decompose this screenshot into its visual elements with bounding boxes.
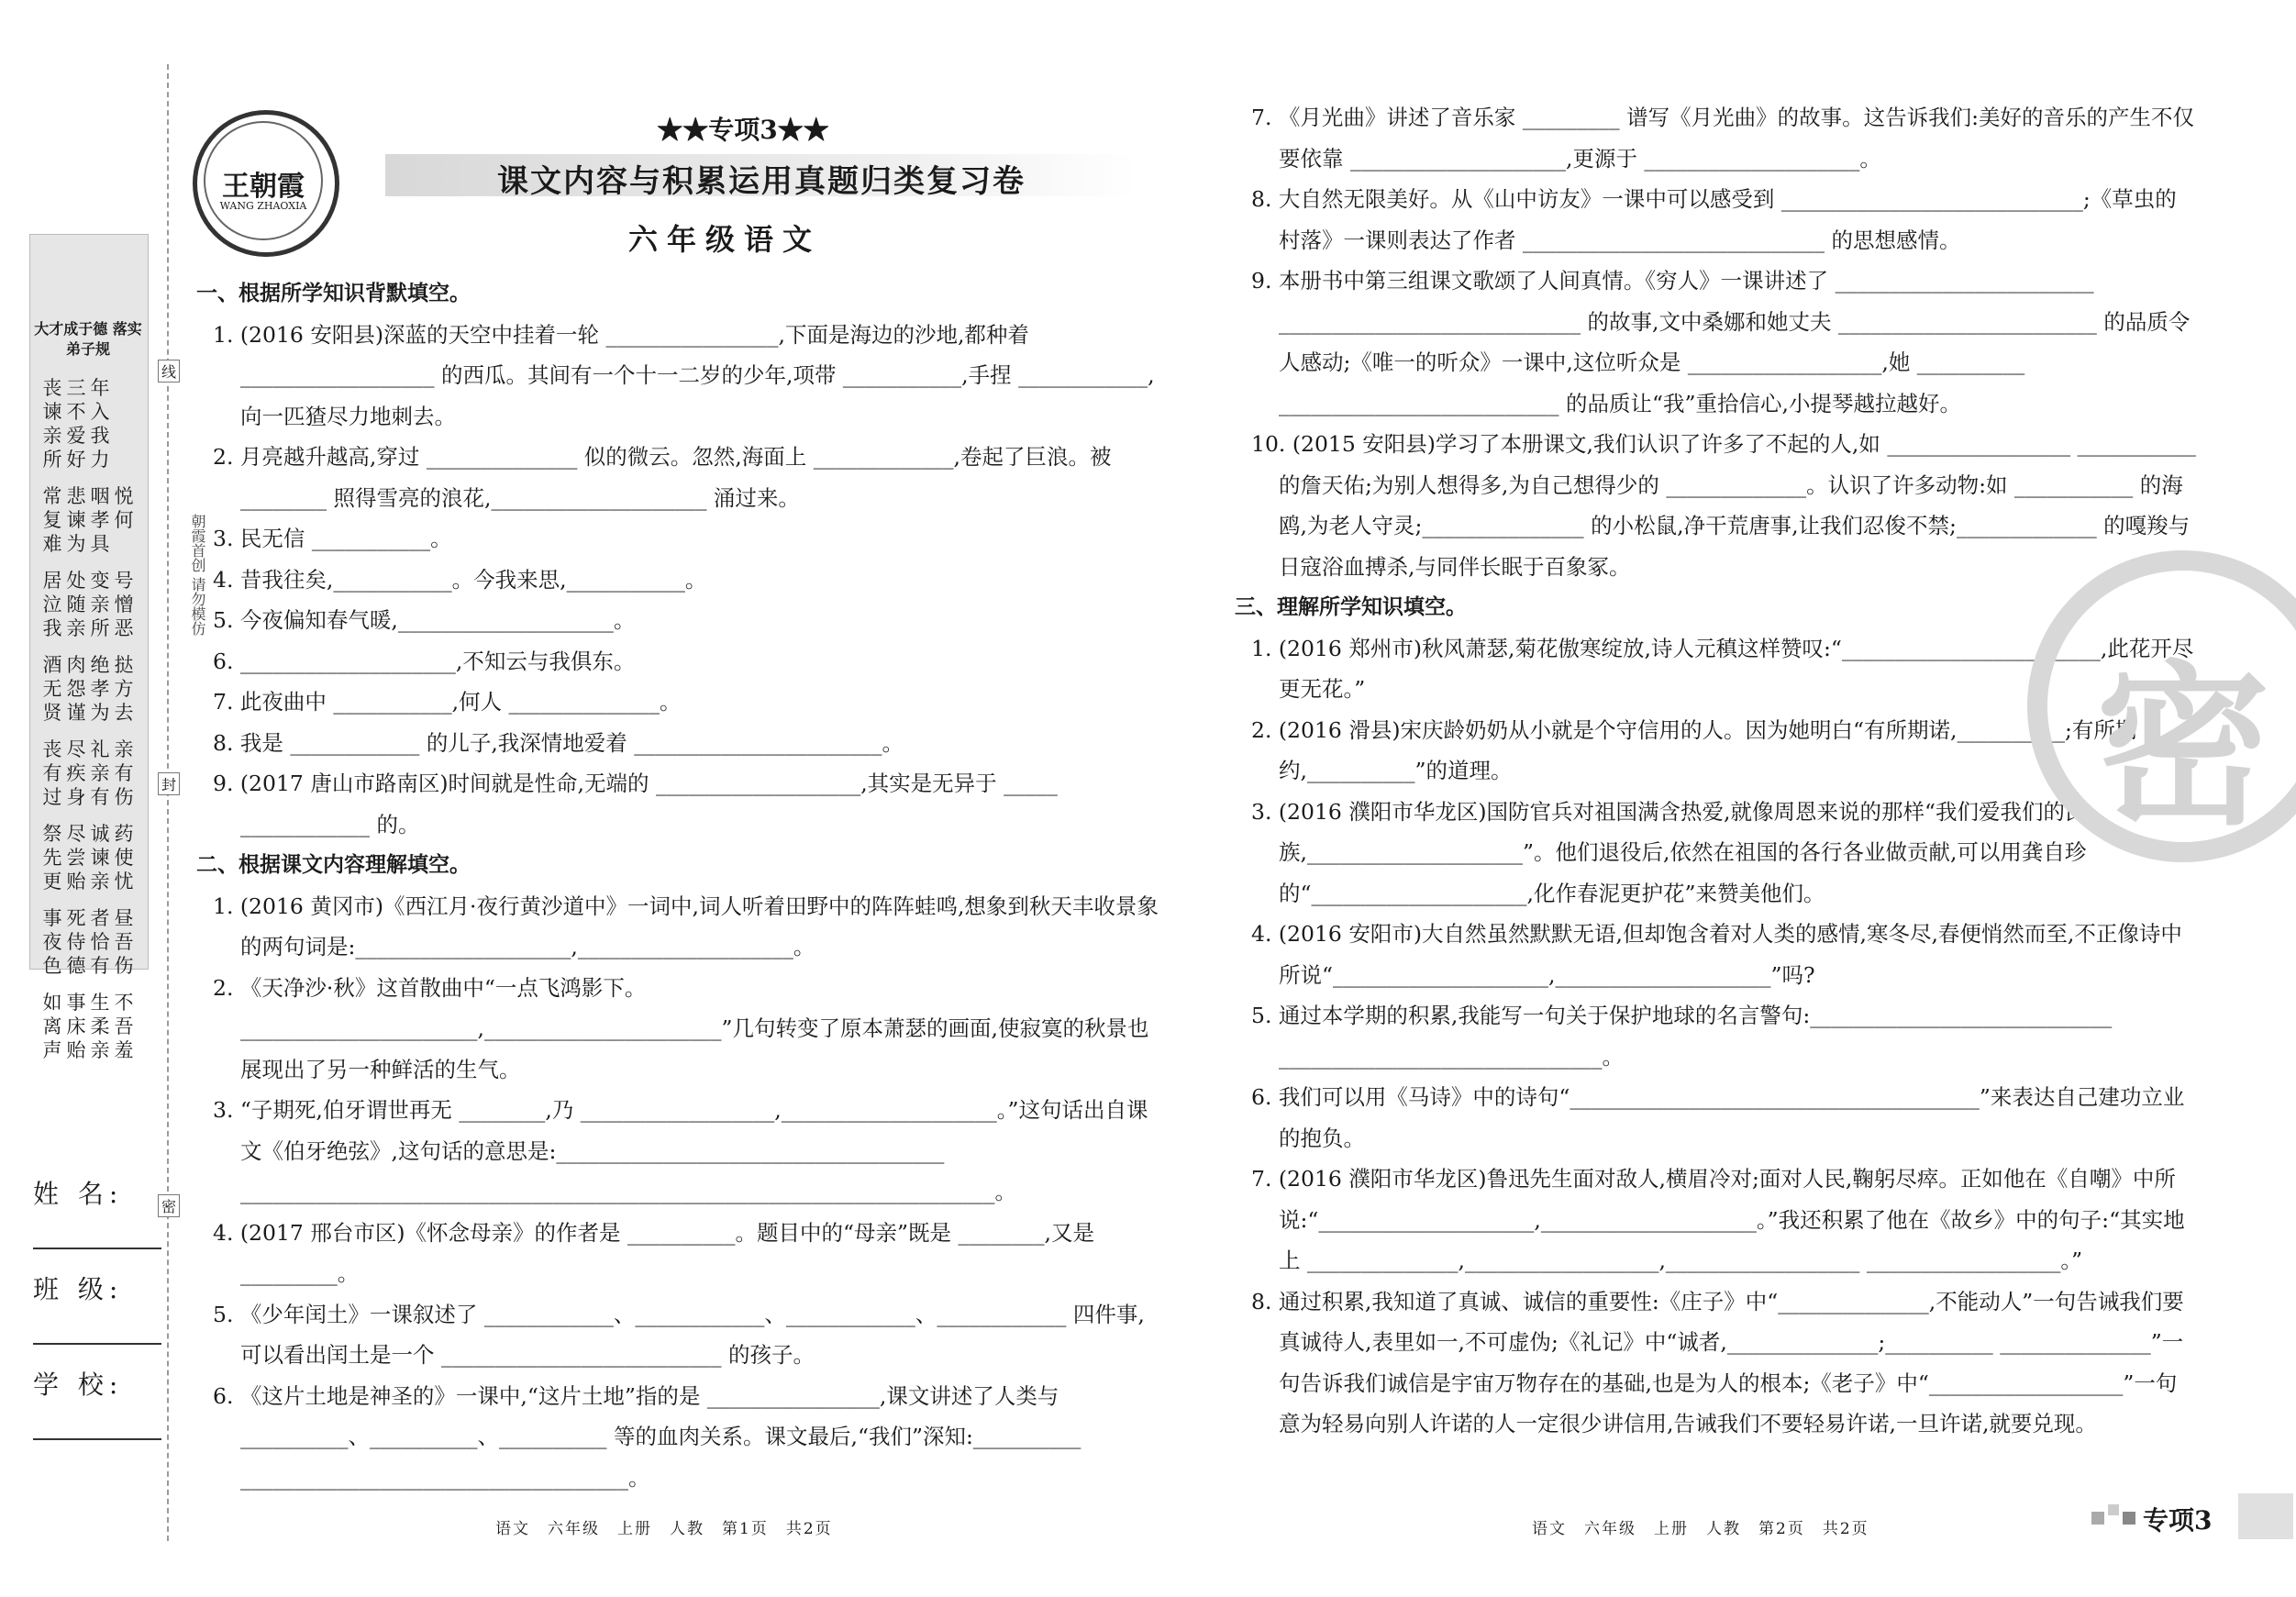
motto-char: 药 xyxy=(114,823,134,845)
motto-char: 亲 xyxy=(66,617,86,639)
motto-char: 入 xyxy=(90,401,110,423)
motto-char: 变 xyxy=(90,570,110,592)
name-label: 姓 名: xyxy=(33,1179,124,1209)
motto-char: 身 xyxy=(66,786,86,808)
question-item[interactable]: 1. (2016 安阳县)深蓝的天空中挂着一轮 ________________,下面是海边的沙地,都种着 __________________ 的西瓜。其间有一个十一二岁的少年,项带 ___________,手捏 ____________,向一匹猹尽力地刺去。 xyxy=(213,321,1155,429)
motto-char: 忧 xyxy=(114,871,134,893)
motto-char: 事 xyxy=(66,992,86,1014)
motto-char: 丧 xyxy=(42,377,62,399)
motto-char: 孝 xyxy=(90,678,110,700)
motto-char: 去 xyxy=(114,702,134,724)
motto-char: 侍 xyxy=(66,931,86,953)
motto-char: 无 xyxy=(42,678,62,700)
motto-char: 先 xyxy=(42,847,62,869)
motto-char: 亲 xyxy=(90,871,110,893)
name-field[interactable] xyxy=(33,1248,161,1249)
seal-char-seal: 封 xyxy=(158,772,180,795)
motto-char: 者 xyxy=(90,907,110,929)
question-item[interactable]: 7. 此夜曲中 ___________,何人 ______________。 xyxy=(213,689,682,715)
section-heading: 三、理解所学知识填空。 xyxy=(1235,595,1467,619)
logo-text: 王朝霞 xyxy=(222,171,305,203)
question-item[interactable]: 8. 大自然无限美好。从《山中访友》一课中可以感受到 ____________________________;《草虫的村落》一课则表达了作者 ____________________________ 的思想感情。 xyxy=(1251,186,2177,253)
motto-char: 恶 xyxy=(114,617,134,639)
footer-right: 语文 六年级 上册 人教 第2页 共2页 xyxy=(1532,1520,1869,1538)
motto-char: 常 xyxy=(42,485,62,507)
footer-tag-text: 专项3 xyxy=(2143,1505,2213,1536)
question-item[interactable]: 5. 《少年闰土》一课叙述了 ____________、____________、____________、____________ 四件事,可以看出闰土是一个 __________________________ 的孩子。 xyxy=(213,1301,1145,1368)
motto-block xyxy=(37,376,139,471)
motto-char: 尽 xyxy=(66,823,86,845)
motto-char: 所 xyxy=(42,449,62,471)
motto-char: 亲 xyxy=(90,762,110,784)
motto-char: 不 xyxy=(66,401,86,423)
motto-char: 爱 xyxy=(66,425,86,447)
motto-char: 生 xyxy=(90,992,110,1014)
motto-char: 更 xyxy=(42,871,62,893)
motto-char: 难 xyxy=(42,533,62,555)
page-title: 课文内容与积累运用真题归类复习卷 xyxy=(497,163,1026,200)
brand-logo-inner xyxy=(204,121,323,240)
motto-char: 谏 xyxy=(66,509,86,531)
grade-subject: 六年级语文 xyxy=(627,222,821,257)
motto-char: 有 xyxy=(114,762,134,784)
motto-char: 吾 xyxy=(114,1015,134,1037)
motto-char: 使 xyxy=(114,847,134,869)
motto-char: 有 xyxy=(90,955,110,977)
motto-char: 尽 xyxy=(66,738,86,760)
motto-char: 过 xyxy=(42,786,62,808)
motto-char: 诚 xyxy=(90,823,110,845)
motto-char: 何 xyxy=(114,509,134,531)
question-item[interactable]: 2. 月亮越升越高,穿过 ______________ 似的微云。忽然,海面上 _____________,卷起了巨浪。被 ________ 照得雪亮的浪花,____________________ 涌过来。 xyxy=(213,444,1112,511)
motto-char: 好 xyxy=(66,449,86,471)
section-heading: 二、根据课文内容理解填空。 xyxy=(196,853,471,877)
motto-char xyxy=(112,376,136,400)
motto-char: 有 xyxy=(90,786,110,808)
motto-char: 如 xyxy=(42,992,62,1014)
question-item[interactable]: 4. (2016 安阳市)大自然虽然默默无语,但却饱含着对人类的感情,寒冬尽,春便悄然而至,不正像诗中所说“____________________,____________________”吗? xyxy=(1251,921,2182,988)
motto-char: 离 xyxy=(42,1015,62,1037)
motto-char: 祭 xyxy=(42,823,62,845)
motto-char: 号 xyxy=(114,570,134,592)
motto-char: 礼 xyxy=(90,738,110,760)
question-item[interactable]: 1. (2016 黄冈市)《西江月·夜行黄沙道中》一词中,词人听着田野中的阵阵蛙鸣,想象到秋天丰收景象的两句词是:____________________,____________________。 xyxy=(213,893,1159,959)
question-item[interactable]: 3. (2016 濮阳市华龙区)国防官兵对祖国满含热爱,就像周恩来说的那样“我们爱我们的民族,____________________”。他们退役后,依然在祖国的各行各业做贡献,可以用龚自珍的“____________________,化作春泥更护花”来赞美他们。 xyxy=(1251,798,2087,906)
seal-char-secret: 密 xyxy=(158,1194,180,1217)
question-item[interactable]: 7. (2016 濮阳市华龙区)鲁迅先生面对敌人,横眉冷对;面对人民,鞠躬尽瘁。正如他在《自嘲》中所说:“____________________,____________________。”我还积累了他在《故乡》中的句子:“其实地上 ______________,__________________,__________________ __________________。” xyxy=(1251,1166,2185,1273)
motto-char: 死 xyxy=(66,907,86,929)
motto-char: 三 xyxy=(66,377,86,399)
motto-char: 亲 xyxy=(90,593,110,616)
motto-char: 酒 xyxy=(42,654,62,676)
motto-block xyxy=(37,569,139,640)
motto-char: 不 xyxy=(114,992,134,1014)
school-field[interactable] xyxy=(33,1438,161,1440)
motto-char: 有 xyxy=(42,762,62,784)
question-item[interactable]: 3. 民无信 ___________。 xyxy=(213,526,452,551)
question-item[interactable]: 6. ____________________,不知云与我俱东。 xyxy=(213,648,636,674)
question-item[interactable]: 2. 《天净沙·秋》这首散曲中“一点飞鸿影下。______________________,______________________”几句转变了原本萧瑟的画面,使寂寞的秋景也展现出了另一种鲜活的生气。 xyxy=(213,974,1149,1082)
motto-char: 亲 xyxy=(90,1039,110,1061)
motto-char: 复 xyxy=(42,509,62,531)
motto-char: 羞 xyxy=(114,1039,134,1061)
motto-char: 年 xyxy=(90,377,110,399)
motto-block xyxy=(37,906,139,978)
class-field[interactable] xyxy=(33,1343,161,1345)
motto-char: 事 xyxy=(42,907,62,929)
motto-char: 贤 xyxy=(42,702,62,724)
motto-char: 声 xyxy=(42,1039,62,1061)
question-item[interactable]: 8. 通过积累,我知道了真诚、诚信的重要性:《庄子》中“______________,不能动人”一句告诫我们要真诚待人,表里如一,不可虚伪;《礼记》中“诚者,______________;__________ ______________”一句告诉我们诚信是宇宙万物存在的基础,也是为人的根本;《老子》中“__________________”一句意为轻易向别人许诺的人一定很少讲信用,告诫我们不要轻易许诺,一旦许诺,就要兑现。 xyxy=(1251,1288,2184,1436)
school-label: 学 校: xyxy=(33,1370,124,1400)
question-item[interactable]: 9. 本册书中第三组课文歌颂了人间真情。《穷人》一课讲述了 ________________________ ____________________________ 的故事,文中桑娜和她丈夫 ________________________ 的品质令人感动;《唯一的听众》一课中,这位听众是 __________________,她 __________ __________________________ 的品质让“我”重拾信心,小提琴越拉越好。 xyxy=(1251,268,2191,416)
motto-char: 肉 xyxy=(66,654,86,676)
motto-char: 悲 xyxy=(66,485,86,507)
motto-char: 尝 xyxy=(66,847,86,869)
motto-char: 挞 xyxy=(114,654,134,676)
motto-char: 我 xyxy=(90,425,110,447)
motto-char: 绝 xyxy=(90,654,110,676)
motto-char: 所 xyxy=(90,617,110,639)
motto-char: 亲 xyxy=(114,738,134,760)
motto-block xyxy=(37,991,139,1062)
logo-subtext: WANG ZHAOXIA xyxy=(219,200,307,212)
section-heading: 一、根据所学知识背默填空。 xyxy=(196,282,471,305)
motto-char: 咽 xyxy=(90,485,110,507)
motto-char: 怨 xyxy=(66,678,86,700)
motto-char: 夜 xyxy=(42,931,62,953)
motto-char: 恰 xyxy=(90,931,110,953)
footer-left: 语文 六年级 上册 人教 第1页 共2页 xyxy=(495,1520,833,1538)
motto-char: 疾 xyxy=(66,762,86,784)
motto-char: 吾 xyxy=(114,931,134,953)
motto-block xyxy=(37,484,139,556)
motto-char: 为 xyxy=(66,533,86,555)
motto-char: 谏 xyxy=(90,847,110,869)
series-tag: ★★专项3★★ xyxy=(657,115,829,145)
question-item[interactable]: 8. 我是 ____________ 的儿子,我深情地爱着 _______________________。 xyxy=(213,729,904,756)
motto-char xyxy=(112,424,136,448)
motto-char: 床 xyxy=(66,1015,86,1037)
question-item[interactable]: 1. (2016 郑州市)秋风萧瑟,菊花傲寒绽放,诗人元稹这样赞叹:“________________________,此花开尽更无花。” xyxy=(1251,635,2194,702)
motto-char: 贻 xyxy=(66,871,86,893)
question-item[interactable]: 7. 《月光曲》讲述了音乐家 _________ 谱写《月光曲》的故事。这告诉我们:美好的音乐的产生不仅要依靠 ____________________,更源于 ____________________。 xyxy=(1251,105,2194,172)
class-label: 班 级: xyxy=(33,1274,124,1304)
question-item[interactable]: 10. (2015 安阳县)学习了本册课文,我们认识了许多了不起的人,如 _________________ ___________ 的詹天佑;为别人想得多,为自己想得少的 _____________。认识了许多动物:如 ___________ 的海鸥,为老人守灵;_______________ 的小松鼠,净干荒唐事,让我们忍俊不禁;_____________ 的嘎羧与日寇浴血搏杀,与同伴长眠于百象冢。 xyxy=(1251,431,2196,580)
motto-char: 孝 xyxy=(90,509,110,531)
motto-char: 方 xyxy=(114,678,134,700)
motto-char: 昼 xyxy=(114,907,134,929)
binding-line xyxy=(167,64,169,1541)
motto-char: 随 xyxy=(66,593,86,616)
motto-char: 处 xyxy=(66,570,86,592)
motto-char: 伤 xyxy=(114,955,134,977)
motto-char: 具 xyxy=(90,533,110,555)
footer-tag xyxy=(2091,1493,2293,1539)
motto-char: 泣 xyxy=(42,593,62,616)
motto-grid xyxy=(37,376,139,1075)
motto-char: 悦 xyxy=(114,485,134,507)
question-item[interactable]: 6. 我们可以用《马诗》中的诗句“______________________________________”来表达自己建功立业的抱负。 xyxy=(1251,1084,2185,1151)
copyright-note: 朝霞首创 请勿模仿 xyxy=(189,514,206,637)
motto-block xyxy=(37,822,139,893)
motto-char: 色 xyxy=(42,955,62,977)
left-column xyxy=(196,273,1159,1498)
question-item[interactable]: 4. 昔我往矣,___________。今我来思,___________。 xyxy=(213,566,707,593)
motto-char: 为 xyxy=(90,702,110,724)
motto-heading: 大才成于德 落实弟子规 xyxy=(34,320,142,358)
motto-char: 居 xyxy=(42,570,62,592)
motto-char: 伤 xyxy=(114,786,134,808)
question-item[interactable]: 5. 今夜偏知春气暖,____________________。 xyxy=(213,607,636,633)
motto-char: 亲 xyxy=(42,425,62,447)
stamp-char: 密 xyxy=(2095,644,2270,848)
question-item[interactable]: 2. (2016 滑县)宋庆龄奶奶从小就是个守信用的人。因为她明白“有所期诺,__________;有所期约,__________”的道理。 xyxy=(1251,716,2137,783)
question-item[interactable]: 5. 通过本学期的积累,我能写一句关于保护地球的名言警句:____________________________ ______________________________。 xyxy=(1251,1003,2113,1070)
motto-char xyxy=(112,400,136,424)
motto-char: 丧 xyxy=(42,738,62,760)
motto-char: 憎 xyxy=(114,593,134,616)
question-item[interactable]: 6. 《这片土地是神圣的》一课中,“这片土地”指的是 ________________,课文讲述了人类与 __________、__________、__________ 等的血肉关系。课文最后,“我们”深知:__________ ____________________________________。 xyxy=(213,1382,1081,1491)
motto-char: 谏 xyxy=(42,401,62,423)
motto-char: 谨 xyxy=(66,702,86,724)
motto-char: 力 xyxy=(90,449,110,471)
motto-block xyxy=(37,653,139,725)
motto-char: 德 xyxy=(66,955,86,977)
question-item[interactable]: 3. “子期死,伯牙谓世再无 ________,乃 __________________,____________________。”这句话出自课文《伯牙绝弦》,这句话的意思是:____________________________________ ______________________________________________________________________。 xyxy=(213,1097,1148,1204)
question-item[interactable]: 9. (2017 唐山市路南区)时间就是性命,无端的 ___________________,其实是无异于 _____ ____________ 的。 xyxy=(213,771,1058,837)
question-item[interactable]: 4. (2017 邢台市区)《怀念母亲》的作者是 __________。题目中的“母亲”既是 ________,又是 _________。 xyxy=(213,1219,1094,1286)
motto-char: 我 xyxy=(42,617,62,639)
motto-block xyxy=(37,738,139,809)
motto-char: 贻 xyxy=(66,1039,86,1061)
seal-char-line: 线 xyxy=(158,360,180,383)
motto-char: 柔 xyxy=(90,1015,110,1037)
